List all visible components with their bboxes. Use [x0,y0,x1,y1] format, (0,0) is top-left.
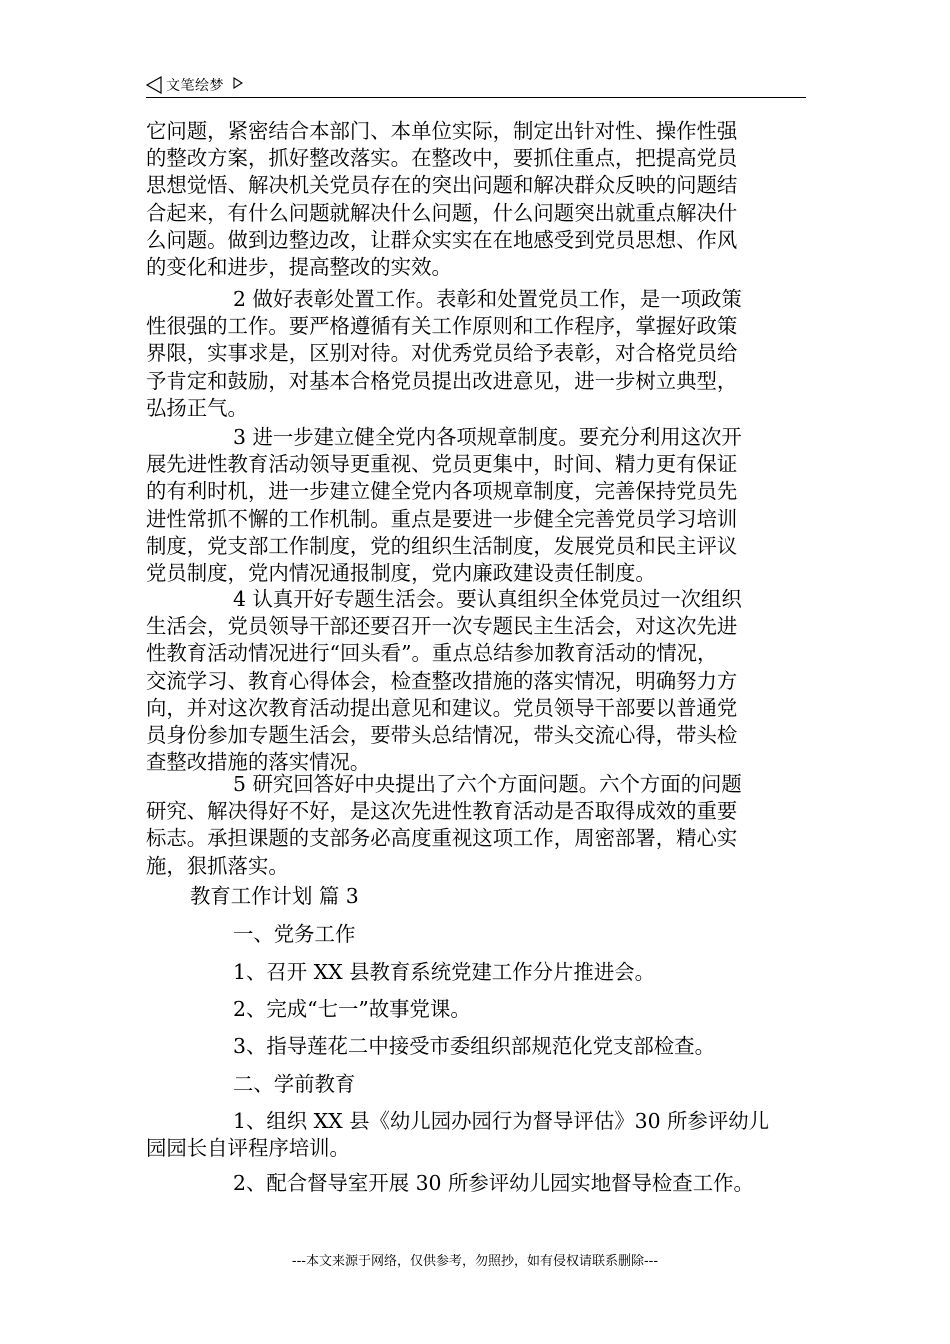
header-divider [146,97,806,98]
paragraph-line: 思想觉悟、解决机关党员存在的突出问题和解决群众反映的问题结 [146,173,738,198]
paragraph-line: 员身份参加专题生活会，要带头总结情况，带头交流心得，带头检 [146,722,738,747]
paragraph-line: 合起来，有什么问题就解决什么问题，什么问题突出就重点解决什 [146,200,738,225]
party-item-3: 3、指导莲花二中接受市委组织部规范化党支部检查。 [233,1034,715,1058]
paragraph-line: 园园长自评程序培训。 [146,1136,350,1161]
header-title: 文笔绘梦 [166,78,224,94]
preschool-item-2: 2、配合督导室开展 30 所参评幼儿园实地督导检查工作。 [233,1171,754,1195]
paragraph-line: 标志。承担课题的支部务必高度重视这项工作，周密部署，精心实 [146,826,738,851]
paragraph-4 [146,586,742,776]
paragraph-line: 查整改措施的落实情况。 [146,750,371,775]
section-title: 教育工作计划 篇 3 [190,884,359,908]
preschool-heading: 二、学前教育 [233,1072,356,1096]
paragraph-line: 展先进性教育活动领导更重视、党员更集中，时间、精力更有保证 [146,452,738,477]
paragraph-3 [146,424,742,587]
paragraph-line: 性教育活动情况进行“回头看”。重点总结参加教育活动的情况， [146,641,718,666]
paragraph-line: 的整改方案，抓好整改落实。在整改中，要抓住重点，把提高党员 [146,146,738,171]
paragraph-5 [146,771,742,880]
paragraph-line: 4 认真开好专题生活会。要认真组织全体党员过一次组织 [233,587,742,611]
paragraph-line: 5 研究回答好中央提出了六个方面问题。六个方面的问题 [233,772,742,796]
footer-notice: ---本文来源于网络，仅供参考，勿照抄，如有侵权请联系删除--- [291,1254,659,1269]
page-header [146,72,806,98]
paragraph-line: 界限，实事求是，区别对待。对优秀党员给予表彰，对合格党员给 [146,341,738,366]
paragraph-line: 交流学习、教育心得体会，检查整改措施的落实情况，明确努力方 [146,668,738,693]
paragraph-2 [146,286,742,422]
party-item-2: 2、完成“七一”故事党课。 [233,997,471,1021]
paragraph-line: 生活会，党员领导干部还要召开一次专题民主生活会，对这次先进 [146,614,738,639]
party-work-heading: 一、党务工作 [233,922,356,946]
triangle-left-icon [146,76,162,94]
paragraph-line: 施，狠抓落实。 [146,853,289,878]
paragraph-line: 的变化和进步，提高整改的实效。 [146,254,452,279]
paragraph-line: 1、组织 XX 县《幼儿园办园行为督导评估》30 所参评幼儿 [233,1109,769,1133]
party-item-1: 1、召开 XX 县教育系统党建工作分片推进会。 [233,960,655,984]
paragraph-line: 么问题。做到边整边改，让群众实实在在地感受到党员思想、作风 [146,227,738,252]
paragraph-line: 进性常抓不懈的工作机制。重点是要进一步健全完善党员学习培训 [146,506,738,531]
preschool-item-1 [146,1108,769,1162]
paragraph-line: 的有利时机，进一步建立健全党内各项规章制度，完善保持党员先 [146,479,738,504]
paragraph-line: 研究、解决得好不好，是这次先进性教育活动是否取得成效的重要 [146,799,738,824]
paragraph-line: 性很强的工作。要严格遵循有关工作原则和工作程序，掌握好政策 [146,314,738,339]
paragraph-line: 予肯定和鼓励，对基本合格党员提出改进意见，进一步树立典型， [146,368,738,393]
paragraph-line: 3 进一步建立健全党内各项规章制度。要充分利用这次开 [233,425,742,449]
triangle-right-icon [233,77,243,89]
paragraph-line: 党员制度，党内情况通报制度，党内廉政建设责任制度。 [146,560,656,585]
paragraph-line: 弘扬正气。 [146,395,248,420]
paragraph-line: 2 做好表彰处置工作。表彰和处置党员工作，是一项政策 [233,287,742,311]
paragraph-line: 它问题，紧密结合本部门、本单位实际，制定出针对性、操作性强 [146,119,738,143]
paragraph-1 [146,118,737,281]
paragraph-line: 向，并对这次教育活动提出意见和建议。党员领导干部要以普通党 [146,695,738,720]
paragraph-line: 制度，党支部工作制度，党的组织生活制度，发展党员和民主评议 [146,533,738,558]
